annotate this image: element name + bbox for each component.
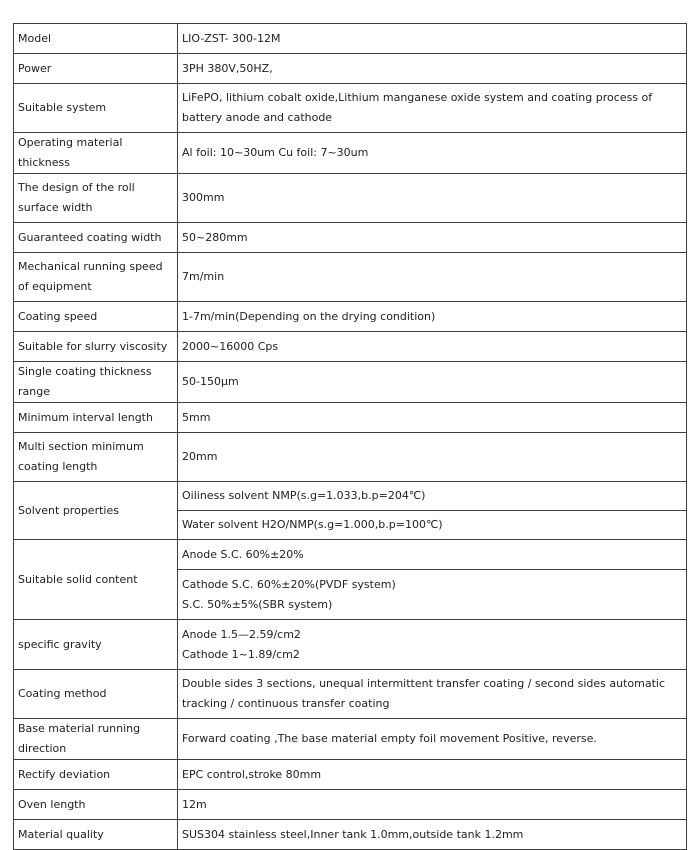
table-row bbox=[14, 620, 687, 670]
table-row bbox=[14, 253, 687, 302]
table-row bbox=[14, 820, 687, 850]
row-value: 50~280mm bbox=[178, 223, 687, 253]
row-label: Minimum interval length bbox=[14, 403, 178, 433]
table-row bbox=[14, 540, 687, 570]
row-label: Multi section minimum coating length bbox=[14, 433, 178, 482]
row-value: 12m bbox=[178, 790, 687, 820]
row-label: Operating material thickness bbox=[14, 133, 178, 174]
table-row bbox=[14, 670, 687, 719]
row-value: 2000~16000 Cps bbox=[178, 332, 687, 362]
table-row bbox=[14, 362, 687, 403]
row-value: 20mm bbox=[178, 433, 687, 482]
gravity-values bbox=[178, 620, 687, 670]
table-row bbox=[14, 302, 687, 332]
gravity-cathode: Cathode 1~1.89/cm2 bbox=[182, 647, 300, 661]
gravity-anode: Anode 1.5—2.59/cm2 bbox=[182, 627, 301, 641]
row-label: Power bbox=[14, 54, 178, 84]
table-row bbox=[14, 719, 687, 760]
row-label: The design of the roll surface width bbox=[14, 174, 178, 223]
row-value: Double sides 3 sections, unequal intermittent transfer coating / second sides automatic tracking / continuous transfer coating bbox=[178, 670, 687, 719]
solvent-label: Solvent properties bbox=[14, 482, 178, 540]
table-row bbox=[14, 433, 687, 482]
table-row bbox=[14, 174, 687, 223]
solid-anode: Anode S.C. 60%±20% bbox=[178, 540, 687, 570]
table-row bbox=[14, 24, 687, 54]
spec-table bbox=[13, 23, 687, 850]
gravity-label: specific gravity bbox=[14, 620, 178, 670]
table-row bbox=[14, 760, 687, 790]
row-label: Rectify deviation bbox=[14, 760, 178, 790]
table-row bbox=[14, 54, 687, 84]
table-row bbox=[14, 790, 687, 820]
table-row bbox=[14, 133, 687, 174]
table-row bbox=[14, 84, 687, 133]
solvent-oily: Oiliness solvent NMP(s.g=1.033,b.p=204℃) bbox=[178, 482, 687, 511]
row-value: EPC control,stroke 80mm bbox=[178, 760, 687, 790]
row-value: LIO-ZST- 300-12M bbox=[178, 24, 687, 54]
row-label: Suitable for slurry viscosity bbox=[14, 332, 178, 362]
row-value: Forward coating ,The base material empty foil movement Positive, reverse. bbox=[178, 719, 687, 760]
row-value: 50-150μm bbox=[178, 362, 687, 403]
row-label: Guaranteed coating width bbox=[14, 223, 178, 253]
solid-cathode bbox=[178, 570, 687, 620]
table-row bbox=[14, 223, 687, 253]
row-value: 7m/min bbox=[178, 253, 687, 302]
row-label: Oven length bbox=[14, 790, 178, 820]
solid-cathode-line-2: S.C. 50%±5%(SBR system) bbox=[182, 597, 333, 611]
row-value: SUS304 stainless steel,Inner tank 1.0mm,outside tank 1.2mm bbox=[178, 820, 687, 850]
row-label: Model bbox=[14, 24, 178, 54]
solid-cathode-line-1: Cathode S.C. 60%±20%(PVDF system) bbox=[182, 577, 396, 591]
row-value: 300mm bbox=[178, 174, 687, 223]
row-value: LiFePO, lithium cobalt oxide,Lithium manganese oxide system and coating process of battery anode and cathode bbox=[178, 84, 687, 133]
row-label: Base material running direction bbox=[14, 719, 178, 760]
row-value: 5mm bbox=[178, 403, 687, 433]
row-label: Single coating thickness range bbox=[14, 362, 178, 403]
row-label: Mechanical running speed of equipment bbox=[14, 253, 178, 302]
row-label: Coating method bbox=[14, 670, 178, 719]
table-row bbox=[14, 403, 687, 433]
solid-label: Suitable solid content bbox=[14, 540, 178, 620]
row-label: Coating speed bbox=[14, 302, 178, 332]
table-row bbox=[14, 332, 687, 362]
row-value: 1-7m/min(Depending on the drying condition) bbox=[178, 302, 687, 332]
table-row bbox=[14, 482, 687, 511]
row-value: 3PH 380V,50HZ, bbox=[178, 54, 687, 84]
row-label: Material quality bbox=[14, 820, 178, 850]
row-value: Al foil: 10~30um Cu foil: 7~30um bbox=[178, 133, 687, 174]
solvent-water: Water solvent H2O/NMP(s.g=1.000,b.p=100℃) bbox=[178, 511, 687, 540]
row-label: Suitable system bbox=[14, 84, 178, 133]
